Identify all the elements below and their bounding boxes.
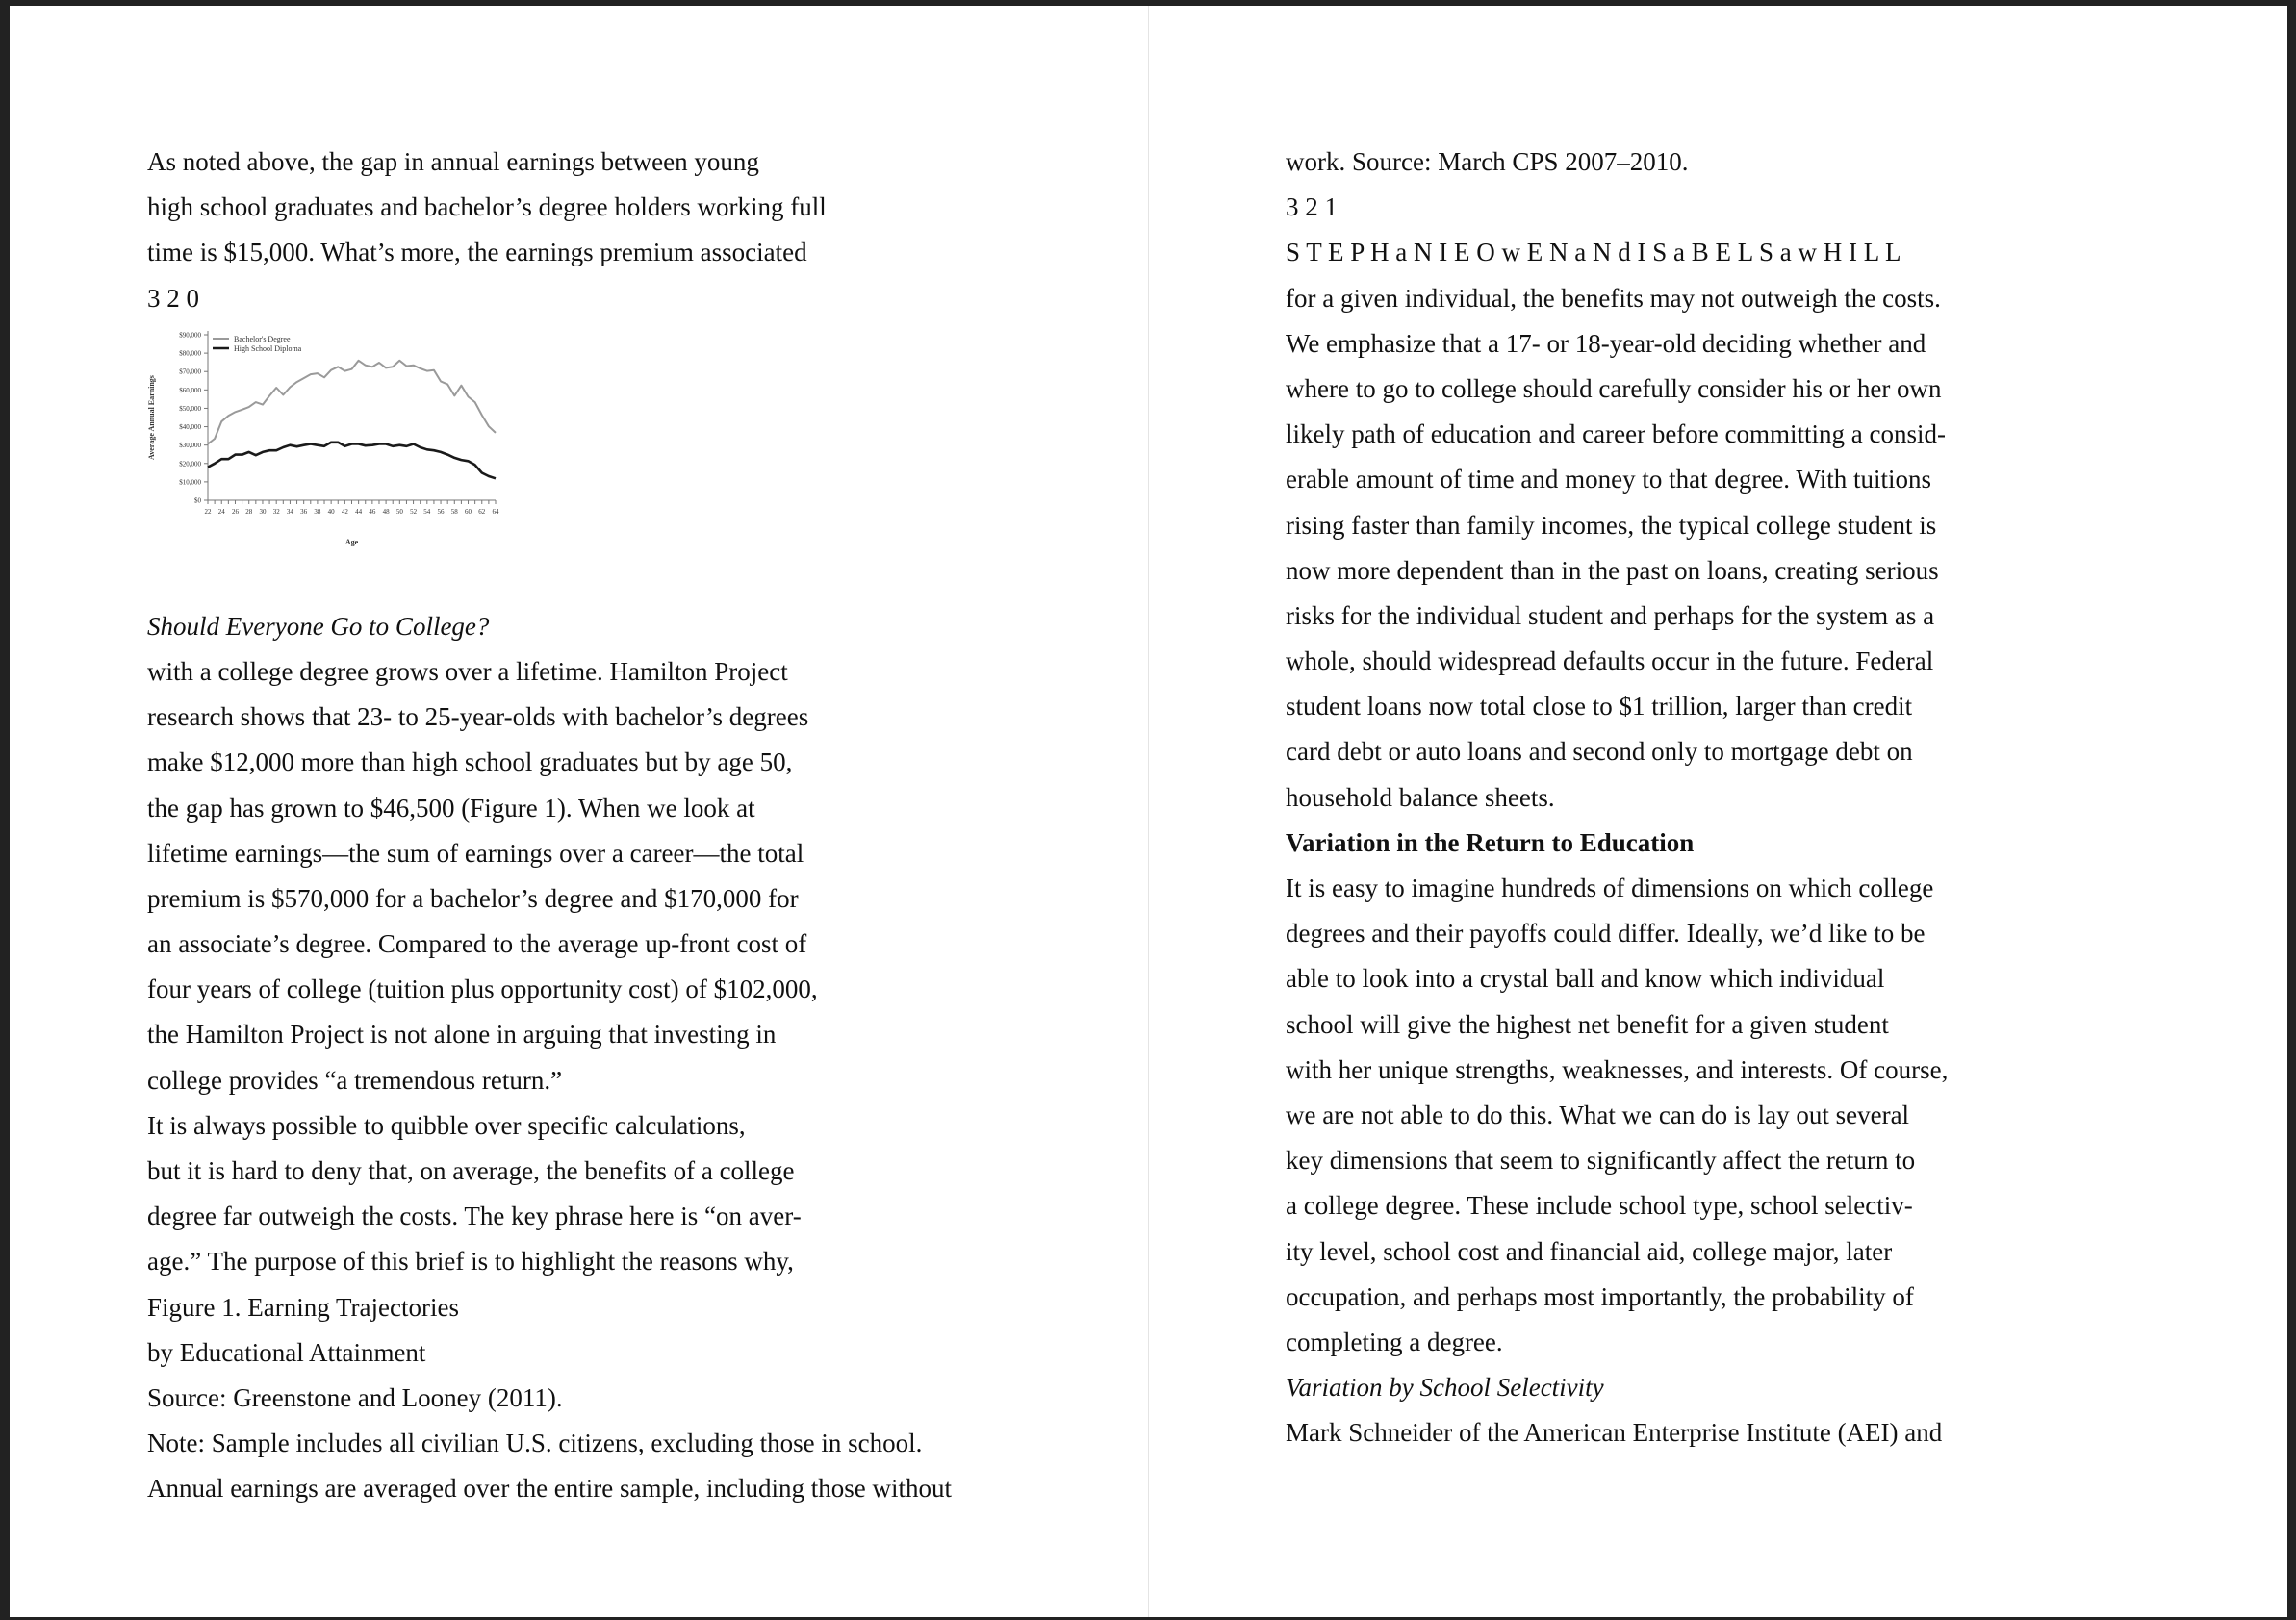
text-line: Note: Sample includes all civilian U.S. citizens, excluding those in school. [147,1429,923,1458]
x-tick-label: 48 [382,507,390,516]
text-line: make $12,000 more than high school graduates but by age 50, [147,747,793,777]
x-tick-label: 52 [410,507,418,516]
text-line: It is always possible to quibble over specific calculations, [147,1110,746,1140]
x-tick-label: 30 [259,507,267,516]
x-tick-label: 34 [286,507,293,516]
text-line: Figure 1. Earning Trajectories [147,1292,459,1322]
y-tick-label: $10,000 [179,478,201,487]
text-line: research shows that 23- to 25-year-olds with bachelor’s degrees [147,702,809,732]
text-line: ity level, school cost and financial aid, college major, later [1286,1236,1893,1266]
text-line: time is $15,000. What’s more, the earnings premium associated [147,238,807,267]
text-line: an associate’s degree. Compared to the average up-front cost of [147,929,807,959]
text-line: Mark Schneider of the American Enterprise Institute (AEI) and [1286,1418,1943,1448]
text-line: likely path of education and career before committing a consid- [1286,419,1946,449]
y-tick-label: $40,000 [179,422,201,431]
text-line: Annual earnings are averaged over the entire sample, including those without [147,1474,952,1504]
text-line: the Hamilton Project is not alone in arguing that investing in [147,1020,777,1050]
x-tick-label: 28 [245,507,253,516]
subsection-heading: Variation by School Selectivity [1286,1373,1604,1403]
text-line: 3 2 1 [1286,192,1338,222]
text-line: now more dependent than in the past on loans, creating serious [1286,555,1939,585]
text-line: we are not able to do this. What we can do is lay out several [1286,1100,1910,1129]
text-line: As noted above, the gap in annual earnings between young [147,147,759,176]
text-line: college provides “a tremendous return.” [147,1065,563,1095]
section-body-lines [1286,866,1948,1365]
legend-label: High School Diploma [234,343,302,353]
y-tick-label: $70,000 [179,367,201,376]
text-line: completing a degree. [1286,1327,1503,1356]
left-column-text [147,139,952,1512]
text-line: S T E P H a N I E O w E N a N d I S a B E L S a w H I L L [1286,238,1901,267]
x-tick-label: 56 [437,507,445,516]
text-line: work. Source: March CPS 2007–2010. [1286,147,1689,176]
text-line: degree far outweigh the costs. The key phrase here is “on aver- [147,1202,802,1231]
series-line-bachelors [208,361,496,444]
x-tick-label: 64 [492,507,499,516]
y-tick-label: $80,000 [179,349,201,358]
text-line: but it is hard to deny that, on average, the benefits of a college [147,1156,795,1185]
text-line: key dimensions that seem to significantly affect the return to [1286,1146,1916,1176]
text-line: household balance sheets. [1286,782,1555,812]
earnings-chart [144,325,510,556]
x-tick-label: 54 [423,507,431,516]
text-line: occupation, and perhaps most importantly, the probability of [1286,1281,1914,1311]
text-line: a college degree. These include school type, school selectiv- [1286,1191,1913,1221]
text-line: We emphasize that a 17- or 18-year-old deciding whether and [1286,328,1926,358]
text-line: for a given individual, the benefits may not outweigh the costs. [1286,283,1941,313]
y-tick-label: $0 [194,496,201,505]
text-line: where to go to college should carefully consider his or her own [1286,373,1942,403]
text-line: rising faster than family incomes, the typical college student is [1286,510,1937,540]
left-body-lines [147,649,952,1512]
text-line: risks for the individual student and perhaps for the system as a [1286,600,1935,630]
series-line-high-school [208,443,496,479]
y-axis-label: Average Annual Earnings [147,374,156,460]
right-top-lines [1286,139,1948,821]
y-tick-label: $60,000 [179,386,201,394]
x-tick-label: 62 [478,507,486,516]
x-tick-label: 32 [272,507,280,516]
right-page [1149,6,2287,1617]
text-line: four years of college (tuition plus opportunity cost) of $102,000, [147,975,818,1004]
x-tick-label: 26 [231,507,239,516]
x-tick-label: 42 [341,507,348,516]
x-axis-label: Age [344,537,359,546]
text-line: able to look into a crystal ball and know which individual [1286,964,1885,994]
x-tick-label: 36 [300,507,308,516]
x-tick-label: 44 [355,507,363,516]
y-tick-label: $30,000 [179,441,201,449]
text-line: the gap has grown to $46,500 (Figure 1). When we look at [147,793,755,823]
text-line: with a college degree grows over a lifetime. Hamilton Project [147,656,788,686]
running-title: Should Everyone Go to College? [147,611,490,641]
x-tick-label: 22 [204,507,212,516]
y-tick-label: $90,000 [179,331,201,340]
x-tick-label: 38 [314,507,321,516]
x-tick-label: 50 [395,507,403,516]
text-line: student loans now total close to $1 trillion, larger than credit [1286,692,1913,721]
y-tick-label: $20,000 [179,460,201,468]
text-line: erable amount of time and money to that degree. With tuitions [1286,465,1931,494]
page-number: 3 2 0 [147,283,199,313]
figure-1 [147,321,952,604]
x-tick-label: 24 [217,507,225,516]
text-line: high school graduates and bachelor’s degree holders working full [147,192,827,222]
text-line: school will give the highest net benefit for a given student [1286,1009,1889,1039]
y-tick-label: $50,000 [179,404,201,413]
text-line: card debt or auto loans and second only to mortgage debt on [1286,737,1913,767]
x-tick-label: 58 [450,507,458,516]
text-line: Source: Greenstone and Looney (2011). [147,1382,563,1412]
subsection-body-lines [1286,1410,1948,1455]
text-line: with her unique strengths, weaknesses, and interests. Of course, [1286,1054,1949,1084]
text-line: degrees and their payoffs could differ. Ideally, we’d like to be [1286,919,1926,949]
x-tick-label: 40 [327,507,335,516]
legend-label: Bachelor's Degree [234,334,291,343]
x-tick-label: 46 [369,507,376,516]
text-line: whole, should widespread defaults occur in the future. Federal [1286,646,1934,676]
text-line: age.” The purpose of this brief is to highlight the reasons why, [147,1247,794,1277]
right-column-text [1286,139,1948,1455]
left-page [10,6,1148,1617]
x-tick-label: 60 [465,507,472,516]
text-line: It is easy to imagine hundreds of dimensions on which college [1286,873,1934,902]
text-line: premium is $570,000 for a bachelor’s degree and $170,000 for [147,883,799,913]
text-line: by Educational Attainment [147,1337,426,1367]
section-heading: Variation in the Return to Education [1286,827,1695,857]
text-line: lifetime earnings—the sum of earnings over a career—the total [147,838,804,868]
